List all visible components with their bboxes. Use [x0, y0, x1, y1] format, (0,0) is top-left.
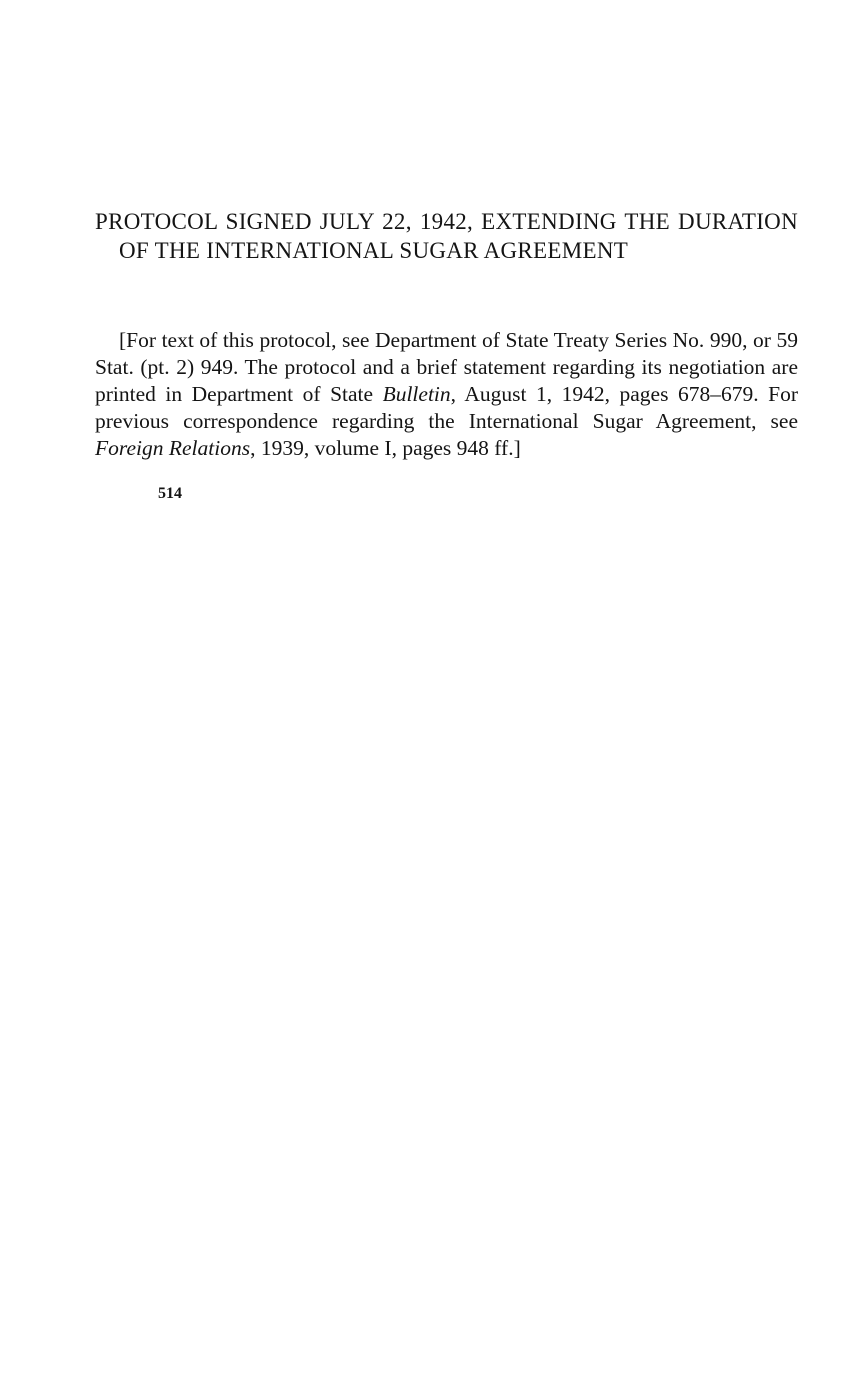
bulletin-title-italic: Bulletin [382, 381, 451, 406]
editorial-note-paragraph [95, 327, 798, 462]
section-heading: PROTOCOL SIGNED JULY 22, 1942, EXTENDING THE DURATION OF THE INTERNATIONAL SUGAR AGREEMENT [95, 209, 798, 263]
paragraph-text-part-2: , August 1, 1942, pages 678–679. For previous correspondence regarding the International Sugar Agreement, see [95, 381, 798, 433]
paragraph-text-part-3: , 1939, volume I, pages 948 ff.] [250, 435, 521, 460]
paragraph-text-part-1: [For text of this protocol, see Department of State Treaty Series No. 990, or 59 Stat. (pt. 2) 949. The protocol and a brief statement regarding its negotiation are printed in Department of State [95, 327, 798, 406]
foreign-relations-title-italic: Foreign Relations [95, 435, 251, 460]
page-number: 514 [158, 485, 182, 502]
